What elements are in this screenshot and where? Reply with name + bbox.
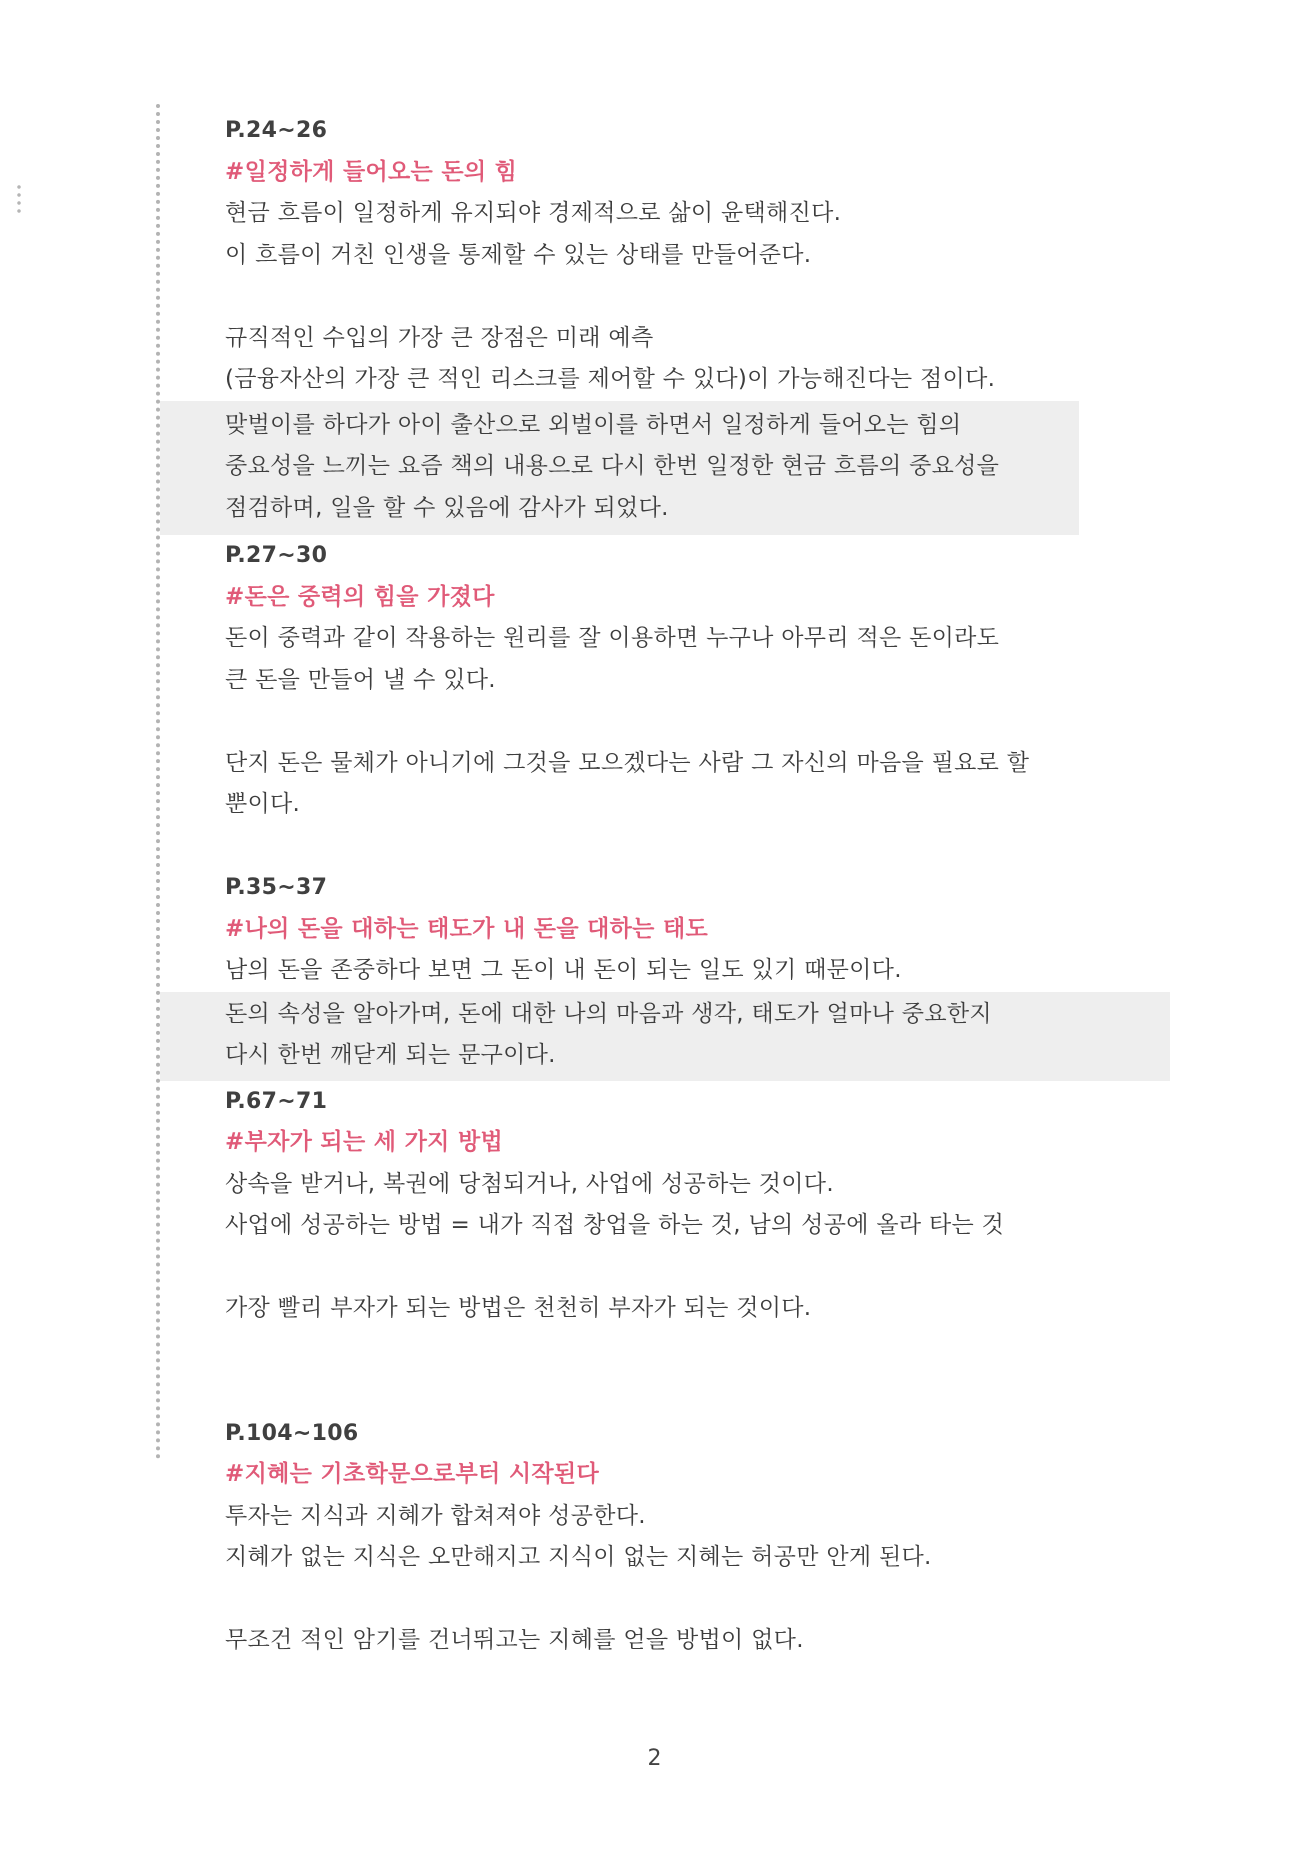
note-line: 점검하며, 일을 할 수 있음에 감사가 되었다.: [225, 494, 669, 521]
note-line: 돈의 속성을 알아가며, 돈에 대한 나의 마음과 생각, 태도가 얼마나 중요한지: [225, 1000, 992, 1027]
note-section: [0, 535, 1309, 867]
body-line: 이 흐름이 거친 인생을 통제할 수 있는 상태를 만들어준다.: [225, 241, 812, 268]
spacer: [0, 1579, 1309, 1621]
spacer: [0, 1371, 1309, 1413]
body-line: 현금 흐름이 일정하게 유지되야 경제적으로 삶이 윤택해진다.: [225, 200, 842, 226]
note-section: [0, 867, 1309, 1081]
spacer: [0, 276, 1309, 318]
body-line: 지혜가 없는 지식은 오만해지고 지식이 없는 지혜는 허공만 안게 된다.: [225, 1544, 932, 1570]
body-line: 투자는 지식과 지혜가 합쳐져야 성공한다.: [225, 1502, 646, 1529]
reflection-note: [160, 992, 1170, 1081]
note-line: 맞벌이를 하다가 아이 출산으로 외벌이를 하면서 일정하게 들어오는 힘의: [225, 411, 962, 438]
page-reference: P.35~37: [225, 875, 328, 900]
spacer: [0, 826, 1309, 868]
page-reference: P.104~106: [225, 1420, 359, 1446]
note-section: [0, 1081, 1309, 1413]
note-section: [0, 110, 1309, 535]
body-line: 단지 돈은 물체가 아니기에 그것을 모으겠다는 사람 그 자신의 마음을 필요로 할: [225, 749, 1030, 776]
body-line: 가장 빨리 부자가 되는 방법은 천천히 부자가 되는 것이다.: [225, 1295, 812, 1321]
notes-content: [0, 110, 1309, 1662]
note-line: 중요성을 느끼는 요즘 책의 내용으로 다시 한번 일정한 현금 흐름의 중요성을: [225, 453, 1000, 479]
spacer: [0, 701, 1309, 743]
body-line: 돈이 중력과 같이 작용하는 원리를 잘 이용하면 누구나 아무리 적은 돈이라도: [225, 625, 1000, 651]
page-reference: P.24~26: [225, 118, 328, 143]
body-line: 규직적인 수입의 가장 큰 장점은 미래 예측: [225, 324, 654, 351]
spacer: [0, 1247, 1309, 1289]
body-line: 큰 돈을 만들어 낼 수 있다.: [225, 666, 496, 693]
hashtag-heading: #나의 돈을 대하는 태도가 내 돈을 대하는 태도: [225, 915, 709, 942]
body-line: 사업에 성공하는 방법 = 내가 직접 창업을 하는 것, 남의 성공에 올라 타는 것: [225, 1212, 1005, 1238]
reflection-note: [160, 401, 1079, 536]
hashtag-heading: #돈은 중력의 힘을 가졌다: [225, 583, 495, 610]
spacer: [0, 1330, 1309, 1372]
hashtag-heading: #부자가 되는 세 가지 방법: [225, 1129, 503, 1155]
body-line: 남의 돈을 존중하다 보면 그 돈이 내 돈이 되는 일도 있기 때문이다.: [225, 957, 902, 983]
hashtag-heading: #지혜는 기초학문으로부터 시작된다: [225, 1461, 599, 1487]
page-number: 2: [647, 1746, 662, 1771]
hashtag-heading: #일정하게 들어오는 돈의 힘: [225, 158, 518, 185]
page-reference: P.27~30: [225, 543, 328, 568]
body-line: (금융자산의 가장 큰 적인 리스크를 제어할 수 있다)이 가능해진다는 점이다.: [225, 366, 996, 392]
page-reference: P.67~71: [225, 1088, 328, 1114]
note-section: [0, 1413, 1309, 1662]
body-line: 뿐이다.: [225, 791, 301, 817]
body-line: 무조건 적인 암기를 건너뛰고는 지혜를 얻을 방법이 없다.: [225, 1627, 804, 1653]
body-line: 상속을 받거나, 복권에 당첨되거나, 사업에 성공하는 것이다.: [225, 1170, 834, 1197]
note-line: 다시 한번 깨닫게 되는 문구이다.: [225, 1042, 556, 1068]
